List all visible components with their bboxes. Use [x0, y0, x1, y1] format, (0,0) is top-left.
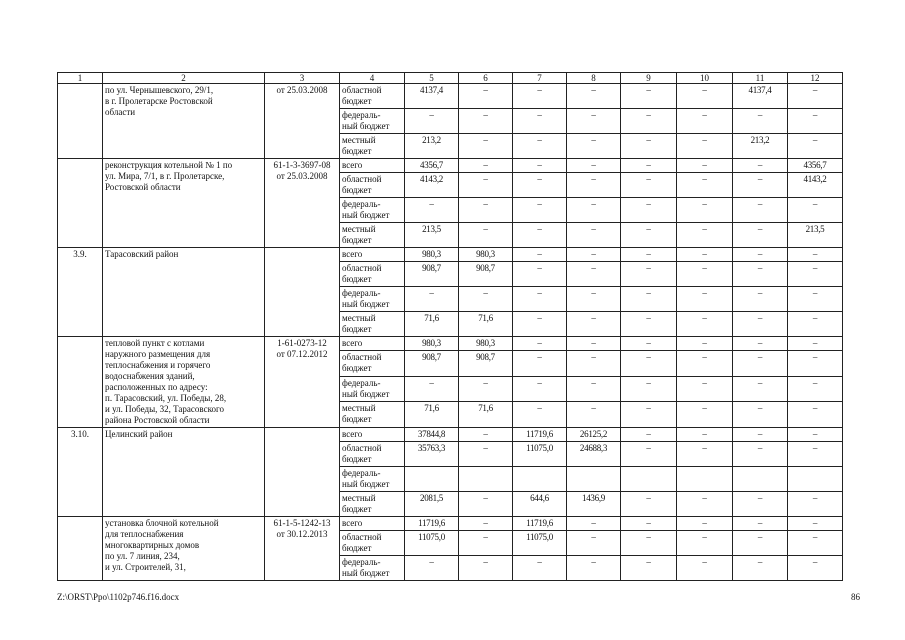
amount-cell: – [733, 556, 788, 581]
amount-cell: – [677, 492, 733, 517]
amount-cell: – [677, 517, 733, 531]
table-row [58, 517, 843, 531]
amount-cell: – [621, 442, 677, 467]
amount-cell: – [621, 173, 677, 198]
amount-cell: – [459, 517, 513, 531]
amount-cell [733, 467, 788, 492]
amount-cell: – [733, 351, 788, 377]
amount-cell: – [788, 531, 843, 556]
amount-cell: – [567, 402, 621, 428]
amount-cell: 11719,6 [405, 517, 459, 531]
amount-cell: – [733, 428, 788, 442]
column-number-header: 5 [405, 73, 459, 84]
amount-cell: – [459, 134, 513, 159]
table-row [58, 248, 843, 262]
table-row [58, 428, 843, 442]
amount-cell: – [405, 556, 459, 581]
footer-page-number: 86 [851, 592, 860, 602]
budget-source-cell: федераль- ный бюджет [340, 109, 405, 134]
header-row [58, 73, 843, 84]
column-number-header: 11 [733, 73, 788, 84]
amount-cell: – [677, 312, 733, 337]
amount-cell: – [513, 312, 567, 337]
amount-cell: – [459, 492, 513, 517]
budget-source-cell: всего [340, 248, 405, 262]
document-number-cell: от 25.03.2008 [265, 84, 340, 159]
budget-source-cell: всего [340, 337, 405, 351]
amount-cell: – [621, 517, 677, 531]
amount-cell [459, 467, 513, 492]
amount-cell: 11719,6 [513, 428, 567, 442]
object-name-cell: Целинский район [103, 428, 265, 517]
amount-cell: – [788, 287, 843, 312]
amount-cell: – [567, 262, 621, 287]
amount-cell [788, 467, 843, 492]
amount-cell: – [513, 223, 567, 248]
amount-cell: – [567, 84, 621, 109]
amount-cell: – [677, 442, 733, 467]
amount-cell: – [567, 337, 621, 351]
amount-cell: – [459, 442, 513, 467]
amount-cell: 980,3 [459, 248, 513, 262]
amount-cell: – [567, 531, 621, 556]
budget-source-cell: областной бюджет [340, 262, 405, 287]
amount-cell: – [513, 376, 567, 402]
amount-cell: – [621, 287, 677, 312]
amount-cell: – [677, 376, 733, 402]
budget-source-cell: местный бюджет [340, 402, 405, 428]
amount-cell: – [733, 312, 788, 337]
amount-cell: – [677, 337, 733, 351]
budget-source-cell: федераль- ный бюджет [340, 556, 405, 581]
amount-cell: – [513, 109, 567, 134]
amount-cell: – [621, 337, 677, 351]
budget-source-cell: всего [340, 428, 405, 442]
amount-cell: – [567, 109, 621, 134]
amount-cell: – [677, 134, 733, 159]
amount-cell: 980,3 [459, 337, 513, 351]
amount-cell: – [733, 402, 788, 428]
amount-cell [513, 467, 567, 492]
amount-cell: – [567, 517, 621, 531]
amount-cell: 71,6 [405, 312, 459, 337]
document-number-cell: 61-1-3-3697-08 от 25.03.2008 [265, 159, 340, 248]
budget-source-cell: всего [340, 517, 405, 531]
amount-cell: – [621, 134, 677, 159]
amount-cell: – [459, 223, 513, 248]
amount-cell: – [788, 442, 843, 467]
column-number-header: 10 [677, 73, 733, 84]
object-name-cell: реконструкция котельной № 1 по ул. Мира, 7/1, в г. Пролетарске, Ростовской области [103, 159, 265, 248]
amount-cell: – [513, 351, 567, 377]
item-number-cell [58, 84, 103, 159]
amount-cell: – [677, 428, 733, 442]
document-sheet [57, 72, 843, 581]
amount-cell: 644,6 [513, 492, 567, 517]
amount-cell: – [621, 198, 677, 223]
amount-cell: – [733, 248, 788, 262]
amount-cell: – [621, 223, 677, 248]
column-number-header: 4 [340, 73, 405, 84]
amount-cell: 4137,4 [405, 84, 459, 109]
amount-cell: – [405, 287, 459, 312]
budget-source-cell: областной бюджет [340, 531, 405, 556]
amount-cell: – [513, 159, 567, 173]
amount-cell: – [677, 262, 733, 287]
budget-source-cell: федераль- ный бюджет [340, 198, 405, 223]
amount-cell: 4356,7 [405, 159, 459, 173]
amount-cell: – [513, 173, 567, 198]
amount-cell: – [567, 556, 621, 581]
amount-cell: – [621, 428, 677, 442]
amount-cell: 213,2 [733, 134, 788, 159]
amount-cell: – [621, 248, 677, 262]
amount-cell: – [788, 198, 843, 223]
amount-cell: – [513, 337, 567, 351]
amount-cell: 35763,3 [405, 442, 459, 467]
amount-cell: 11075,0 [513, 442, 567, 467]
amount-cell: – [567, 159, 621, 173]
amount-cell: – [567, 312, 621, 337]
amount-cell: – [621, 312, 677, 337]
budget-source-cell: областной бюджет [340, 84, 405, 109]
amount-cell: – [459, 428, 513, 442]
amount-cell: 213,5 [788, 223, 843, 248]
amount-cell: – [621, 376, 677, 402]
amount-cell: 11075,0 [405, 531, 459, 556]
amount-cell: – [733, 376, 788, 402]
amount-cell: – [621, 84, 677, 109]
amount-cell: – [567, 376, 621, 402]
table-row [58, 159, 843, 173]
amount-cell: – [677, 84, 733, 109]
amount-cell: – [788, 134, 843, 159]
funding-table [57, 72, 843, 581]
amount-cell: – [788, 84, 843, 109]
amount-cell: – [621, 159, 677, 173]
amount-cell: – [788, 492, 843, 517]
amount-cell: – [405, 376, 459, 402]
budget-source-cell: областной бюджет [340, 351, 405, 377]
amount-cell: – [513, 248, 567, 262]
column-number-header: 9 [621, 73, 677, 84]
amount-cell: – [567, 134, 621, 159]
amount-cell: – [788, 556, 843, 581]
budget-source-cell: местный бюджет [340, 312, 405, 337]
amount-cell: – [733, 262, 788, 287]
amount-cell: – [621, 531, 677, 556]
amount-cell: 4143,2 [405, 173, 459, 198]
column-number-header: 1 [58, 73, 103, 84]
amount-cell: – [513, 262, 567, 287]
amount-cell: – [788, 109, 843, 134]
amount-cell: 1436,9 [567, 492, 621, 517]
object-name-cell: Тарасовский район [103, 248, 265, 337]
amount-cell: – [567, 173, 621, 198]
amount-cell: 71,6 [459, 312, 513, 337]
amount-cell [567, 467, 621, 492]
amount-cell: – [677, 109, 733, 134]
amount-cell: 980,3 [405, 337, 459, 351]
amount-cell: – [513, 134, 567, 159]
amount-cell: – [459, 531, 513, 556]
amount-cell: – [733, 198, 788, 223]
amount-cell: 24688,3 [567, 442, 621, 467]
amount-cell: – [459, 159, 513, 173]
amount-cell: – [733, 517, 788, 531]
amount-cell: – [567, 248, 621, 262]
amount-cell: – [513, 198, 567, 223]
amount-cell: – [788, 337, 843, 351]
amount-cell: – [733, 337, 788, 351]
amount-cell: – [621, 262, 677, 287]
amount-cell: 213,2 [405, 134, 459, 159]
budget-source-cell: областной бюджет [340, 173, 405, 198]
amount-cell: 11719,6 [513, 517, 567, 531]
amount-cell: – [677, 248, 733, 262]
amount-cell: – [621, 351, 677, 377]
amount-cell: – [677, 556, 733, 581]
budget-source-cell: местный бюджет [340, 134, 405, 159]
amount-cell: – [621, 109, 677, 134]
amount-cell: 11075,0 [513, 531, 567, 556]
object-name-cell: установка блочной котельной для теплоснабжения многоквартирных домов по ул. 7 линия, 234, и ул. Строителей, 31, [103, 517, 265, 581]
amount-cell: – [733, 287, 788, 312]
amount-cell: 213,5 [405, 223, 459, 248]
amount-cell: – [513, 556, 567, 581]
amount-cell: – [459, 173, 513, 198]
column-number-header: 12 [788, 73, 843, 84]
amount-cell: – [788, 376, 843, 402]
amount-cell: – [788, 428, 843, 442]
budget-source-cell: федераль- ный бюджет [340, 467, 405, 492]
amount-cell: 4356,7 [788, 159, 843, 173]
column-number-header: 3 [265, 73, 340, 84]
amount-cell: – [459, 287, 513, 312]
amount-cell: 908,7 [405, 351, 459, 377]
amount-cell: – [733, 109, 788, 134]
amount-cell: 908,7 [459, 262, 513, 287]
object-name-cell: по ул. Чернышевского, 29/1, в г. Пролетарске Ростовской области [103, 84, 265, 159]
item-number-cell: 3.10. [58, 428, 103, 517]
amount-cell [677, 467, 733, 492]
amount-cell: – [788, 351, 843, 377]
amount-cell [621, 467, 677, 492]
amount-cell: – [459, 556, 513, 581]
amount-cell: – [405, 198, 459, 223]
amount-cell: – [733, 442, 788, 467]
amount-cell: – [677, 173, 733, 198]
amount-cell: – [788, 517, 843, 531]
footer-file-path: Z:\ORST\Ppo\1102p746.f16.docx [57, 592, 180, 602]
document-number-cell [265, 428, 340, 517]
amount-cell: – [788, 312, 843, 337]
amount-cell: – [513, 402, 567, 428]
amount-cell: – [733, 223, 788, 248]
amount-cell: 908,7 [405, 262, 459, 287]
amount-cell: – [621, 492, 677, 517]
document-number-cell: 1-61-0273-12 от 07.12.2012 [265, 337, 340, 428]
amount-cell: 37844,8 [405, 428, 459, 442]
budget-source-cell: федераль- ный бюджет [340, 287, 405, 312]
amount-cell [405, 467, 459, 492]
budget-source-cell: федераль- ный бюджет [340, 376, 405, 402]
column-number-header: 2 [103, 73, 265, 84]
amount-cell: – [459, 198, 513, 223]
amount-cell: – [459, 84, 513, 109]
column-number-header: 6 [459, 73, 513, 84]
budget-source-cell: всего [340, 159, 405, 173]
amount-cell: – [513, 287, 567, 312]
table-row [58, 337, 843, 351]
amount-cell: – [513, 84, 567, 109]
item-number-cell [58, 517, 103, 581]
amount-cell: 4143,2 [788, 173, 843, 198]
amount-cell: – [567, 198, 621, 223]
amount-cell: – [677, 531, 733, 556]
amount-cell: – [733, 159, 788, 173]
amount-cell: – [788, 402, 843, 428]
column-number-header: 7 [513, 73, 567, 84]
amount-cell: – [567, 223, 621, 248]
amount-cell: – [733, 492, 788, 517]
amount-cell: – [677, 223, 733, 248]
item-number-cell [58, 337, 103, 428]
amount-cell: 71,6 [405, 402, 459, 428]
amount-cell: – [459, 109, 513, 134]
amount-cell: – [405, 109, 459, 134]
amount-cell: 908,7 [459, 351, 513, 377]
amount-cell: – [677, 198, 733, 223]
budget-source-cell: областной бюджет [340, 442, 405, 467]
budget-source-cell: местный бюджет [340, 223, 405, 248]
amount-cell: – [567, 351, 621, 377]
budget-source-cell: местный бюджет [340, 492, 405, 517]
amount-cell: – [788, 262, 843, 287]
amount-cell: 26125,2 [567, 428, 621, 442]
item-number-cell: 3.9. [58, 248, 103, 337]
document-number-cell: 61-1-5-1242-13 от 30.12.2013 [265, 517, 340, 581]
amount-cell: – [733, 531, 788, 556]
amount-cell: – [621, 402, 677, 428]
amount-cell: – [788, 248, 843, 262]
amount-cell: 980,3 [405, 248, 459, 262]
amount-cell: – [677, 159, 733, 173]
amount-cell: – [677, 287, 733, 312]
amount-cell: – [459, 376, 513, 402]
amount-cell: 4137,4 [733, 84, 788, 109]
amount-cell: – [733, 173, 788, 198]
amount-cell: 71,6 [459, 402, 513, 428]
amount-cell: – [567, 287, 621, 312]
amount-cell: – [621, 556, 677, 581]
column-number-header: 8 [567, 73, 621, 84]
amount-cell: 2081,5 [405, 492, 459, 517]
amount-cell: – [677, 402, 733, 428]
amount-cell: – [677, 351, 733, 377]
table-row [58, 84, 843, 109]
object-name-cell: тепловой пункт с котлами наружного размещения для теплоснабжения и горячего водоснабжения зданий, расположенных по адресу: п. Тарасовский, ул. Победы, 28, и ул. Победы, 32, Тарасовского района Ростовской области [103, 337, 265, 428]
item-number-cell [58, 159, 103, 248]
document-number-cell [265, 248, 340, 337]
